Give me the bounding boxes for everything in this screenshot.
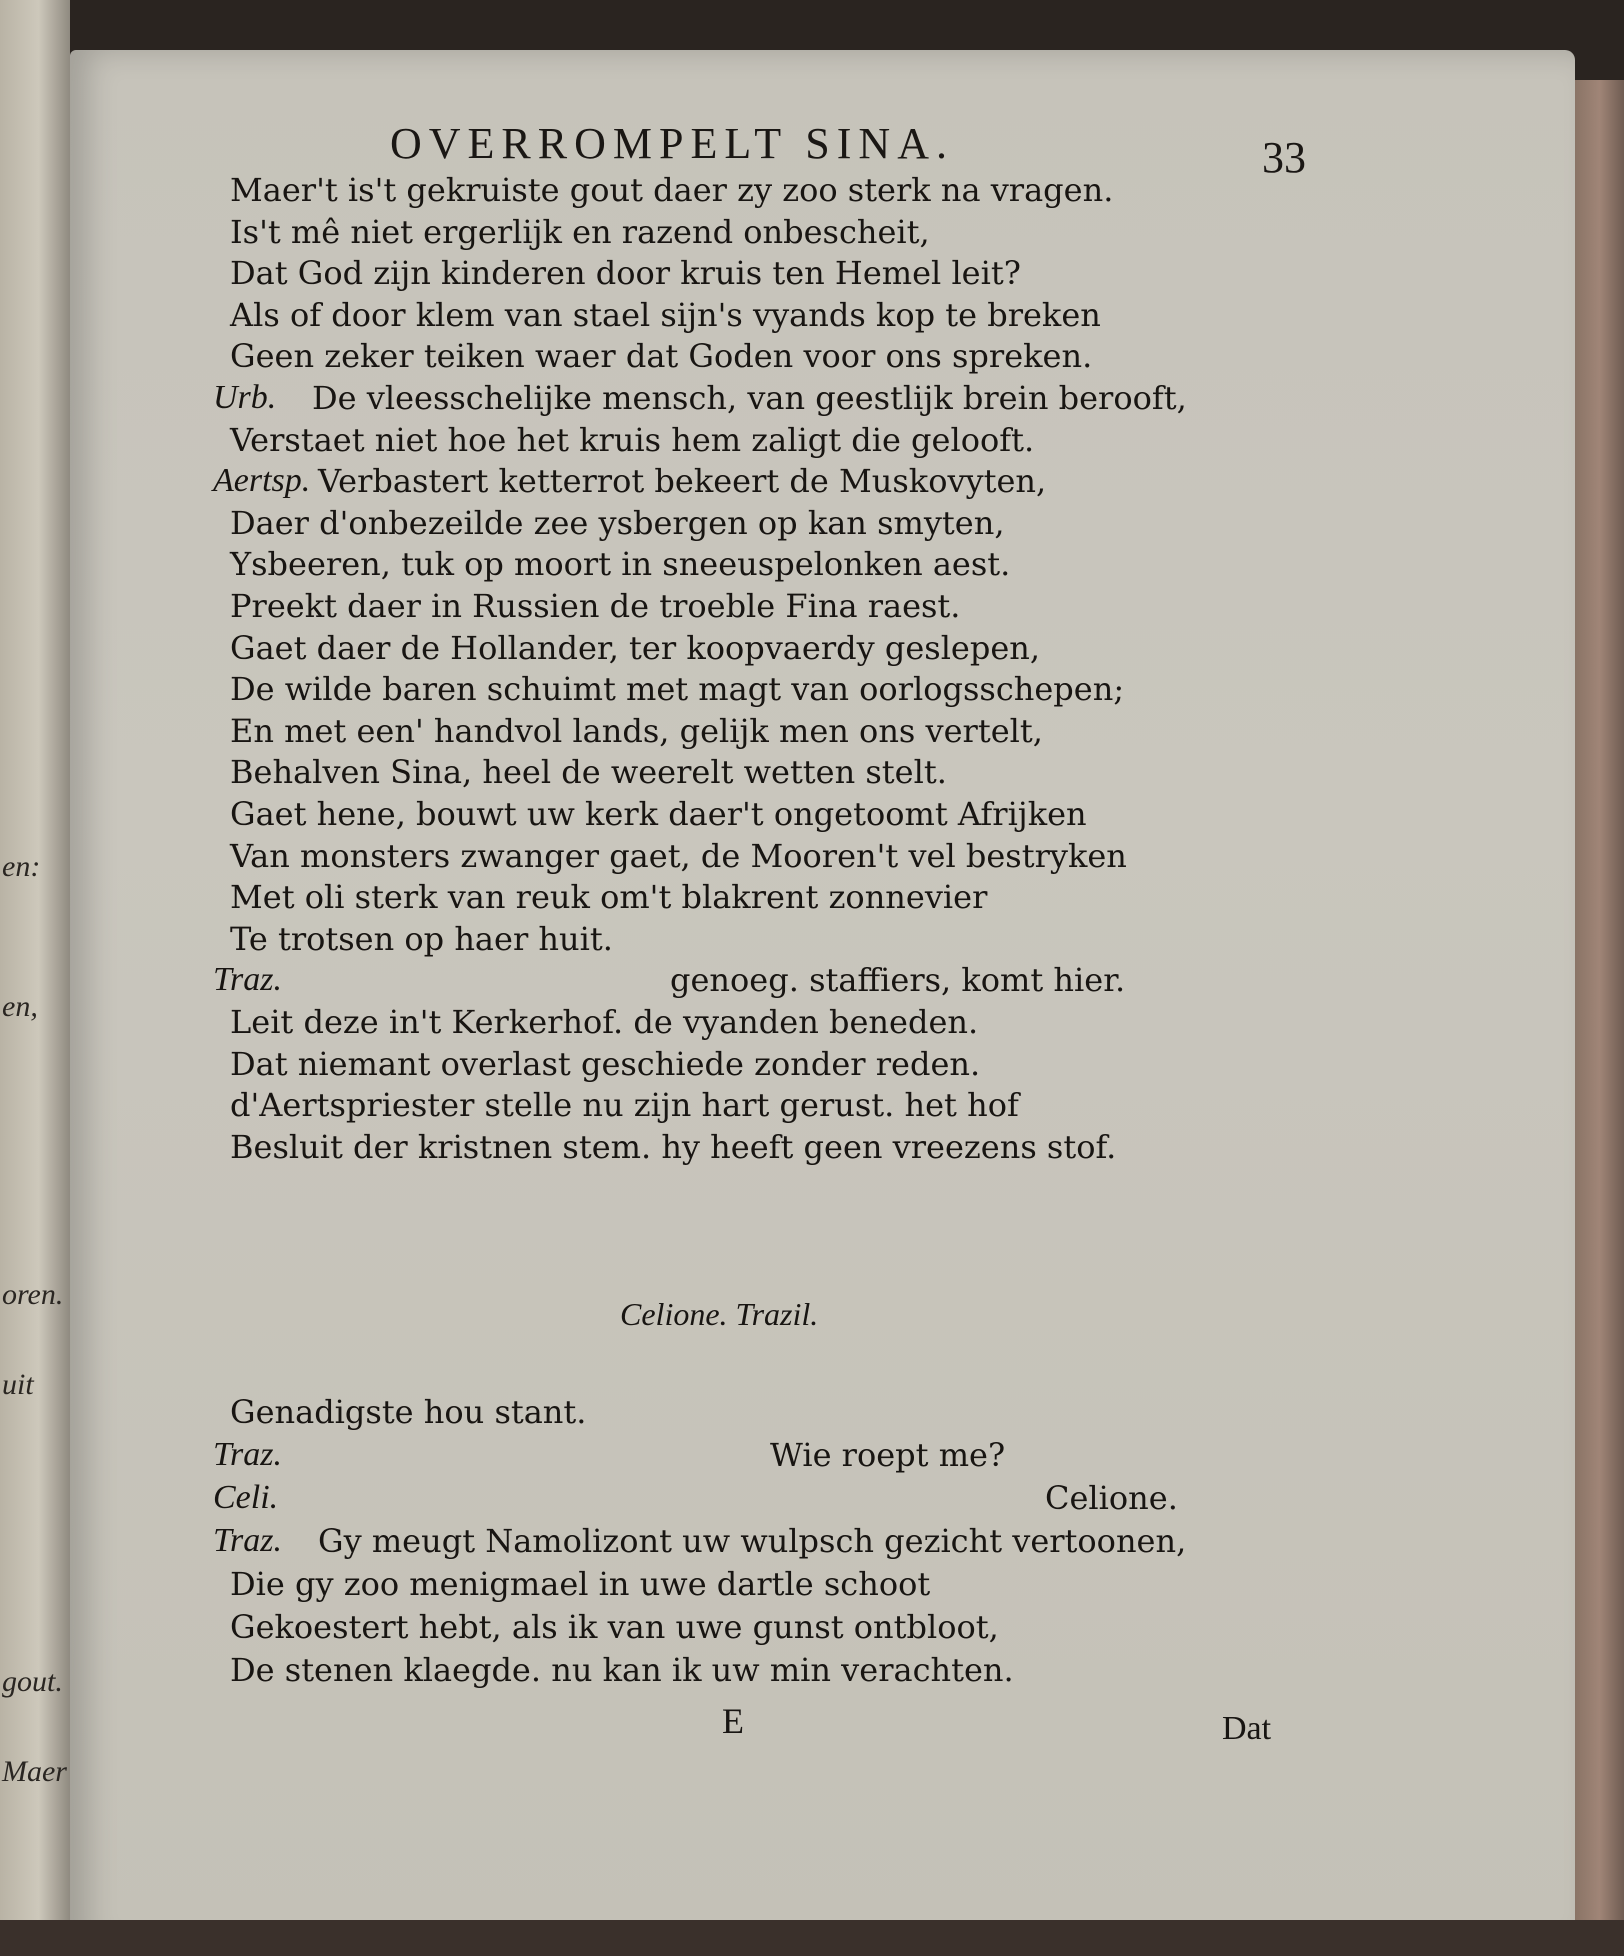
verse-line: Dat niemant overlast geschiede zonder reden. [230, 1044, 981, 1083]
verse-line: Besluit der kristnen stem. hy heeft geen vreezens stof. [230, 1127, 1117, 1166]
verse-line: Gaet hene, bouwt uw kerk daer't ongetoomt Afrijken [230, 795, 1087, 833]
running-title: OVERROMPELT SINA. [390, 119, 954, 168]
verse-line: Behalven Sina, heel de weerelt wetten stelt. [230, 753, 947, 792]
verse-line: Maer't is't gekruiste gout daer zy zoo sterk na vragen. [230, 171, 1114, 209]
verse-line: Van monsters zwanger gaet, de Mooren't vel bestryken [230, 836, 1127, 875]
verse-line: Geen zeker teiken waer dat Goden voor ons spreken. [230, 337, 1093, 376]
verse-line: Dat God zijn kinderen door kruis ten Hemel leit? [230, 254, 1021, 293]
verse-line: Verstaet niet hoe het kruis hem zaligt die gelooft. [230, 420, 1035, 459]
verse-line: Te trotsen op haer huit. [230, 919, 613, 958]
verse-line: Preekt daer in Russien de troeble Fina raest. [230, 587, 961, 625]
verse-line: Ysbeeren, tuk op moort in sneeuspelonken aest. [230, 545, 1011, 584]
left-page-fragment: en: [2, 850, 41, 883]
verse-line: Met oli sterk van reuk om't blakrent zonnevier [230, 878, 988, 917]
verse-line: Is't mê niet ergerlijk en razend onbescheit, [230, 212, 930, 251]
left-page-fragment: Maer [2, 1755, 67, 1788]
verse-line: genoeg. staffiers, komt hier. [670, 961, 1126, 1000]
speaker-label: Celi. [213, 1479, 279, 1516]
verse-line: Leit deze in't Kerkerhof. de vyanden beneden. [230, 1003, 979, 1041]
dialogue-line: Gy meugt Namolizont uw wulpsch gezicht vertoonen, [318, 1522, 1187, 1560]
dialogue-line: Gekoestert hebt, als ik van uwe gunst ontbloot, [230, 1608, 999, 1646]
verse-line: Verbastert ketterrot bekeert de Muskovyten, [318, 462, 1047, 501]
speaker-label: Traz. [213, 1436, 282, 1473]
left-page-fragment: uit [2, 1368, 34, 1401]
verse-line: Daer d'onbezeilde zee ysbergen op kan smyten, [230, 503, 1005, 542]
page-number: 33 [1262, 133, 1306, 182]
dialogue-line: Wie roept me? [770, 1436, 1006, 1474]
dialogue-line: De stenen klaegde. nu kan ik uw min verachten. [230, 1651, 1014, 1689]
verse-line: Gaet daer de Hollander, ter koopvaerdy geslepen, [230, 628, 1041, 667]
speaker-label: Traz. [213, 961, 282, 999]
signature-mark: E [722, 1701, 744, 1741]
speaker-label: Aertsp. [213, 462, 311, 500]
left-page-fragment: en, [2, 990, 38, 1023]
catchword: Dat [1222, 1710, 1272, 1747]
scene-heading: Celione. Trazil. [620, 1296, 819, 1332]
verse-line: Als of door klem van stael sijn's vyands kop te breken [230, 295, 1101, 334]
left-page-fragment: gout. [2, 1665, 63, 1698]
speaker-label: Urb. [213, 379, 277, 416]
verse-line: De vleesschelijke mensch, van geestlijk brein berooft, [312, 379, 1187, 417]
speaker-label: Traz. [213, 1522, 282, 1559]
dialogue-line: Die gy zoo menigmael in uwe dartle schoot [230, 1565, 931, 1603]
verse-line: De wilde baren schuimt met magt van oorlogsschepen; [230, 670, 1125, 709]
dialogue-line: Celione. [1045, 1479, 1178, 1517]
left-page-fragment: oren. [2, 1278, 64, 1311]
verse-line: En met een' handvol lands, gelijk men ons vertelt, [230, 711, 1043, 750]
verse-line: d'Aertspriester stelle nu zijn hart gerust. het hof [230, 1086, 1019, 1125]
dialogue-line: Genadigste hou stant. [230, 1393, 587, 1431]
